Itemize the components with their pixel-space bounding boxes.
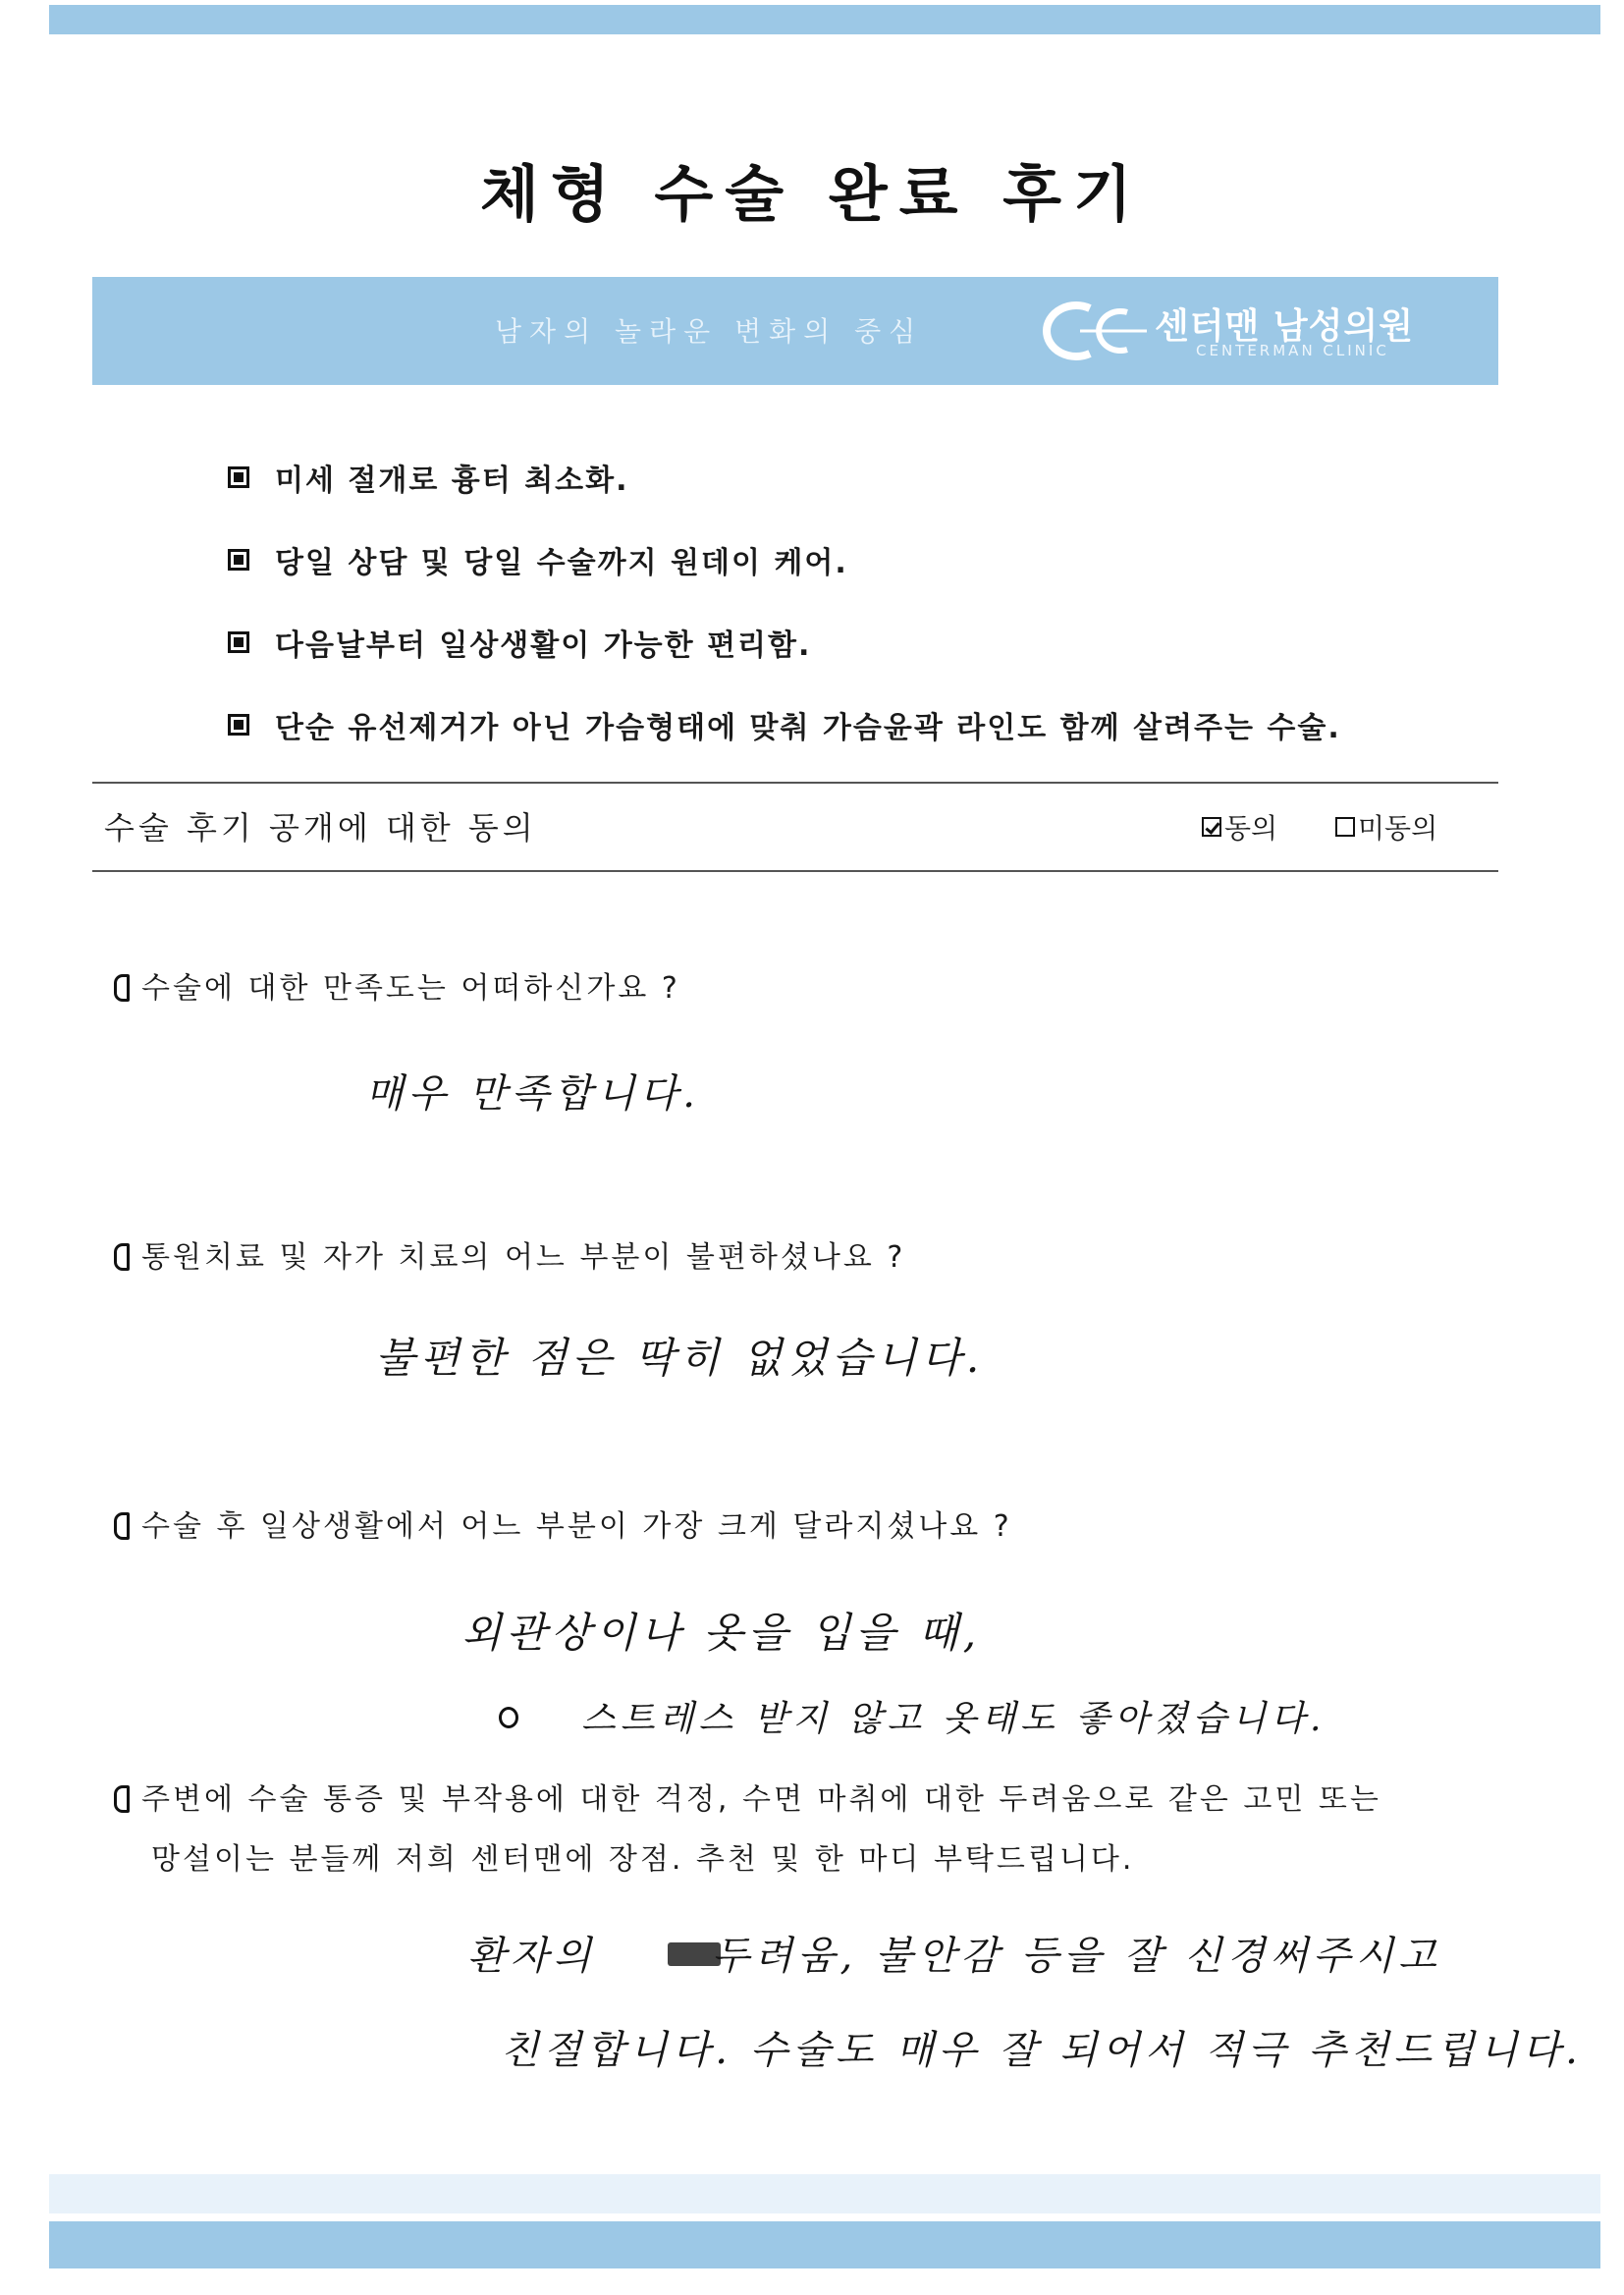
clinic-name: 센터맨 남성의원 <box>1155 306 1414 347</box>
square-bullet-icon <box>228 631 249 653</box>
feature-text: 당일 상담 및 당일 수술까지 원데이 케어. <box>275 546 848 580</box>
feature-text: 다음날부터 일상생활이 가능한 편리함. <box>275 628 812 663</box>
question-text: 수술에 대한 만족도는 어떠하신가요 ? <box>141 971 680 1006</box>
answer-1: 매우 만족합니다. <box>365 1071 700 1117</box>
question-text: 주변에 수술 통증 및 부작용에 대한 걱정, 수면 마취에 대한 두려움으로 같은 고민 또는 <box>141 1782 1381 1817</box>
square-bullet-icon <box>228 714 249 736</box>
feature-item <box>228 601 1341 683</box>
question-bracket-icon <box>114 974 130 1002</box>
feature-item <box>228 436 1341 519</box>
feature-item <box>228 683 1341 766</box>
question-4 <box>114 1772 1381 1829</box>
feature-list <box>228 436 1341 766</box>
answer-4-line-2: 친절합니다. 수술도 매우 잘 되어서 적극 추천드립니다. <box>501 2028 1583 2073</box>
bottom-color-band <box>49 2221 1600 2268</box>
consent-label: 수술 후기 공개에 대한 동의 <box>104 809 537 847</box>
answer-3-line-1: 외관상이나 옷을 입을 때, <box>461 1609 982 1657</box>
answer-3-line-2: 스트레스 받지 않고 옷태도 좋아졌습니다. <box>581 1699 1326 1739</box>
feature-item <box>228 519 1341 601</box>
question-1 <box>114 960 680 1017</box>
consent-top-divider <box>92 782 1498 784</box>
banner-slogan: 남자의 놀라운 변화의 중심 <box>495 315 924 348</box>
top-color-band <box>49 5 1600 34</box>
question-bracket-icon <box>114 1785 130 1813</box>
consent-bottom-divider <box>92 870 1498 872</box>
consent-agree-option[interactable] <box>1202 807 1277 847</box>
consent-disagree-option[interactable] <box>1335 807 1437 847</box>
square-bullet-icon <box>228 466 249 488</box>
bottom-faint-band <box>49 2174 1600 2213</box>
question-bracket-icon <box>114 1243 130 1271</box>
answer-4-line-1: 환자의 두려움, 불안감 등을 잘 신경써주시고 <box>467 1934 1441 1979</box>
scribble-mark <box>499 1707 518 1728</box>
page-title: 체형 수술 완료 후기 <box>480 158 1144 230</box>
question-3 <box>114 1499 1012 1556</box>
clinic-banner <box>92 277 1498 385</box>
square-bullet-icon <box>228 549 249 571</box>
cc-logo-icon <box>1021 299 1149 363</box>
answer-2: 불편한 점은 딱히 없었습니다. <box>375 1334 985 1382</box>
agree-checkbox[interactable] <box>1202 817 1221 837</box>
disagree-checkbox[interactable] <box>1335 817 1355 837</box>
disagree-label: 미동의 <box>1358 812 1438 845</box>
question-2 <box>114 1229 905 1286</box>
agree-label: 동의 <box>1224 812 1278 845</box>
feature-text: 단순 유선제거가 아닌 가슴형태에 맞춰 가슴윤곽 라인도 함께 살려주는 수술. <box>275 711 1341 745</box>
question-4-continued: 망설이는 분들께 저희 센터맨에 장점. 추천 및 한 마디 부탁드립니다. <box>151 1842 1135 1877</box>
clinic-name-en: CENTERMAN CLINIC <box>1196 342 1389 359</box>
question-text: 통원치료 및 자가 치료의 어느 부분이 불편하셨나요 ? <box>141 1240 906 1275</box>
feature-text: 미세 절개로 흉터 최소화. <box>275 464 629 498</box>
question-text: 수술 후 일상생활에서 어느 부분이 가장 크게 달라지셨나요 ? <box>141 1509 1012 1544</box>
question-bracket-icon <box>114 1512 130 1540</box>
